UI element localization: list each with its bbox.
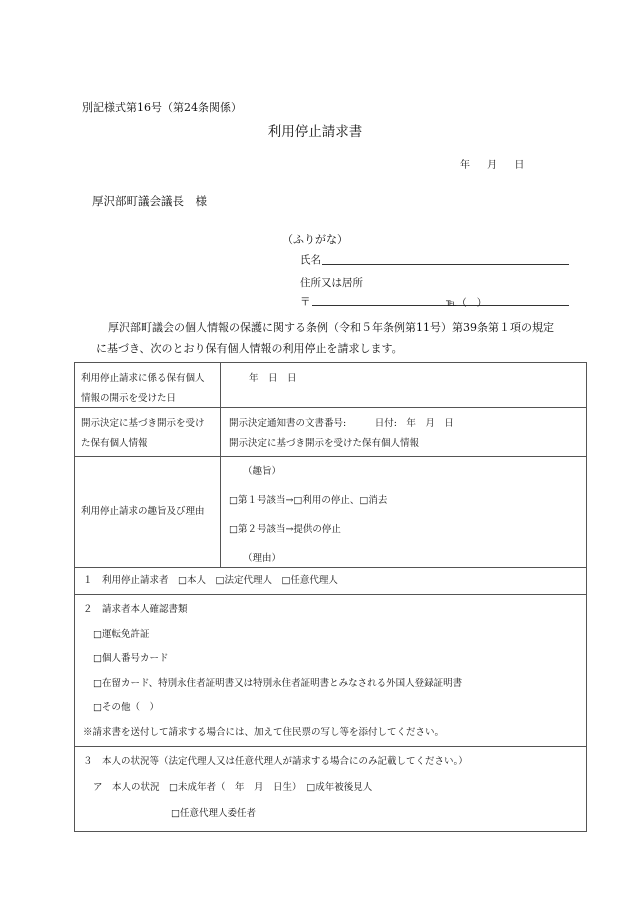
table-row-principal-status [75, 747, 586, 831]
label-line: 利用停止請求の趣旨及び理由 [81, 506, 205, 517]
request-date: 年 月 日 [460, 160, 525, 171]
clause1-checkbox-line[interactable]: □第１号該当→□利用の停止、□消去 [229, 495, 388, 506]
intro-text-line-2: に基づき、次のとおり保有個人情報の利用停止を請求します。 [96, 342, 403, 355]
principal-status-title: ３ 本人の状況等（法定代理人又は任意代理人が請求する場合にのみ記載してください。） [83, 756, 468, 767]
disclosure-date-label [75, 363, 221, 407]
name-label: 氏名 [300, 254, 321, 266]
principal-status-section [75, 747, 586, 831]
table-row-identity-documents [75, 595, 586, 747]
clause2-checkbox-line[interactable]: □第２号該当→提供の停止 [229, 524, 341, 535]
address-label: 住所又は居所 [300, 277, 363, 289]
checkbox-other-document[interactable]: □その他（ ） [93, 702, 159, 713]
name-field[interactable] [322, 264, 569, 265]
identity-documents-section [75, 595, 586, 746]
table-row-disclosure-date [75, 363, 586, 408]
phone-mark: ℡（ ） [446, 298, 487, 309]
checkbox-residence-card[interactable]: □在留カード、特別永住者証明書又は特別永住者証明書とみなされる外国人登録証明書 [93, 677, 463, 689]
furigana-label: （ふりがな） [282, 233, 348, 246]
addressee: 厚沢部町議会議長 様 [92, 194, 207, 208]
disclosed-info-label [75, 408, 221, 456]
purpose-reason-field[interactable] [221, 457, 586, 567]
table-row-disclosed-info [75, 408, 586, 457]
postal-mark: 〒 [300, 296, 311, 308]
requester-type-options[interactable]: １ 利用停止請求者 □本人 □法定代理人 □任意代理人 [83, 575, 338, 586]
checkbox-drivers-license[interactable]: □運転免許証 [93, 628, 150, 640]
disclosure-date-field[interactable] [221, 363, 586, 407]
label-line: 利用停止請求に係る保有個人 [81, 373, 205, 384]
purpose-reason-label [75, 457, 221, 567]
identity-documents-title: ２ 請求者本人確認書類 [83, 604, 188, 615]
checkbox-voluntary-principal[interactable]: □任意代理人委任者 [171, 808, 256, 819]
label-line: 開示決定に基づき開示を受け [81, 418, 205, 429]
purpose-heading: （趣旨） [243, 466, 282, 477]
intro-text-line-1: 厚沢部町議会の個人情報の保護に関する条例（令和５年条例第11号）第39条第１項の規定 [108, 321, 554, 334]
principal-status-options[interactable]: ア 本人の状況 □未成年者（ 年 月 日生） □成年被後見人 [93, 782, 373, 793]
checkbox-mynumber-card[interactable]: □個人番号カード [93, 653, 169, 664]
label-line: 情報の開示を受けた日 [81, 393, 177, 404]
reason-heading: （理由） [243, 553, 282, 564]
table-row-purpose-reason [75, 457, 586, 568]
attachment-note: ※請求書を送付して請求する場合には、加えて住民票の写し等を添付してください。 [83, 726, 445, 738]
label-line: た保有個人情報 [81, 438, 148, 449]
document-title: 利用停止請求書 [267, 124, 363, 140]
address-field[interactable] [312, 305, 569, 306]
document-number-line: 開示決定通知書の文書番号: 日付: 年 月 日 [229, 418, 454, 429]
disclosed-info-field[interactable] [221, 408, 586, 456]
form-number: 別記様式第16号（第24条関係） [82, 101, 242, 114]
request-form-table [74, 362, 587, 832]
disclosure-date-value: 年 日 日 [249, 373, 297, 384]
table-row-requester-type [75, 568, 586, 595]
disclosed-info-line: 開示決定に基づき開示を受けた保有個人情報 [229, 438, 420, 449]
